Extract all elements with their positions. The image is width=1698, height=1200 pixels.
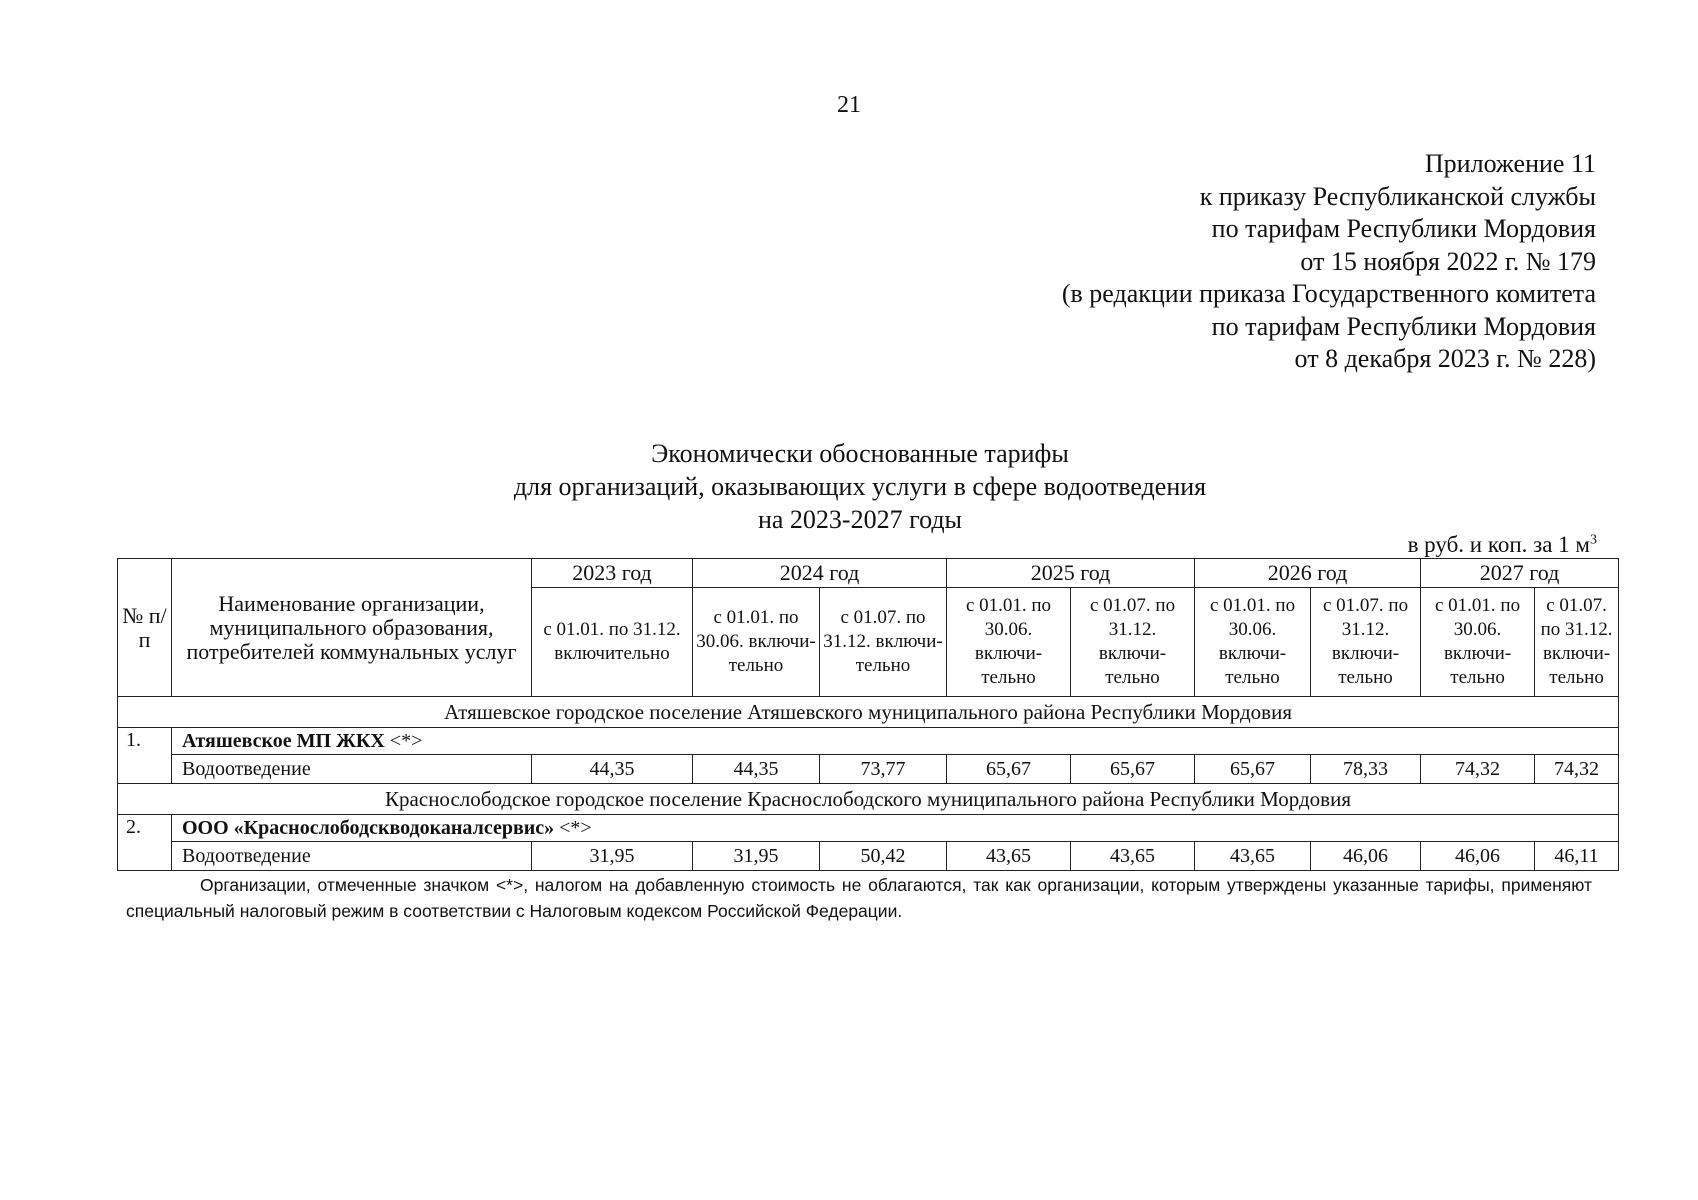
appendix-line: по тарифам Республики Мордовия [1211, 214, 1596, 243]
header-period: с 01.01. по 30.06. включи-тельно [693, 588, 820, 697]
tariff-value: 78,33 [1311, 755, 1421, 784]
header-period: с 01.07. по 31.12. включи-тельно [820, 588, 947, 697]
year-header-row [118, 559, 1619, 588]
header-period: с 01.01. по 30.06. включи-тельно [1195, 588, 1311, 697]
header-year: 2027 год [1421, 559, 1619, 588]
footnote: Организации, отмеченные значком <*>, налогом на добавленную стоимость не облагаются, так как организации, которым утверждены указанные тарифы, применяют специальный налоговый режим в соответствии с Налоговым кодексом Российской Федерации. [126, 875, 1592, 921]
region-row [118, 697, 1619, 728]
organization-name: Атяшевское МП ЖКХ <*> [172, 728, 1619, 755]
page-number: 21 [837, 92, 861, 118]
header-period: с 01.01. по 30.06. включи-тельно [947, 588, 1071, 697]
tariff-value: 74,32 [1535, 755, 1619, 784]
region-name: Атяшевское городское поселение Атяшевского муниципального района Республики Мордовия [118, 697, 1619, 728]
header-year: 2024 год [693, 559, 947, 588]
tariff-value: 46,06 [1421, 842, 1535, 871]
service-row [118, 842, 1619, 871]
tariff-value: 74,32 [1421, 755, 1535, 784]
tariff-value: 50,42 [820, 842, 947, 871]
tariff-value: 65,67 [947, 755, 1071, 784]
header-period: с 01.07. по 31.12. включи-тельно [1071, 588, 1195, 697]
tariff-value: 43,65 [947, 842, 1071, 871]
tariff-table [117, 558, 1619, 871]
tariff-value: 65,67 [1195, 755, 1311, 784]
header-number: № п/п [118, 559, 172, 697]
header-year: 2025 год [947, 559, 1195, 588]
appendix-block [1062, 148, 1596, 376]
title-line: на 2023-2027 годы [757, 505, 963, 534]
units-label: в руб. и коп. за 1 $м^3$ [1407, 532, 1597, 557]
service-row [118, 755, 1619, 784]
region-name: Краснослободское городское поселение Краснослободского муниципального района Республики Мордовия [118, 784, 1619, 815]
tariff-value: 31,95 [532, 842, 693, 871]
header-period: с 01.07. по 31.12. включи-тельно [1535, 588, 1619, 697]
tariff-value: 31,95 [693, 842, 820, 871]
header-name: Наименование организации, муниципального образования, потребителей коммунальных услуг [172, 559, 532, 697]
tariff-value: 46,06 [1311, 842, 1421, 871]
row-number: 2. [118, 815, 172, 871]
organization-name: ООО «Краснослободскводоканалсервис» <*> [172, 815, 1619, 842]
appendix-line: от 15 ноября 2022 г. № 179 [1300, 246, 1596, 276]
header-period: с 01.01. по 31.12. включительно [532, 588, 693, 697]
tariff-value: 43,65 [1195, 842, 1311, 871]
tariff-value: 44,35 [693, 755, 820, 784]
tariff-value: 73,77 [820, 755, 947, 784]
region-row [118, 784, 1619, 815]
appendix-line: (в редакции приказа Государственного комитета [1061, 279, 1596, 308]
header-period: с 01.01. по 30.06. включи-тельно [1421, 588, 1535, 697]
header-period: с 01.07. по 31.12. включи-тельно [1311, 588, 1421, 697]
title-line: Экономически обоснованные тарифы [651, 439, 1069, 468]
header-year: 2026 год [1195, 559, 1421, 588]
organization-row [118, 815, 1619, 842]
document-title [0, 437, 1698, 536]
organization-row [118, 728, 1619, 755]
tariff-value: 43,65 [1071, 842, 1195, 871]
row-number: 1. [118, 728, 172, 784]
tariff-value: 65,67 [1071, 755, 1195, 784]
service-name: Водоотведение [172, 755, 532, 784]
appendix-line: к приказу Республиканской службы [1199, 181, 1596, 211]
tariff-value: 44,35 [532, 755, 693, 784]
tariff-value: 46,11 [1535, 842, 1619, 871]
appendix-line: по тарифам Республики Мордовия [1211, 311, 1596, 341]
appendix-line: от 8 декабря 2023 г. № 228) [1294, 344, 1596, 373]
appendix-line: Приложение 11 [1424, 149, 1596, 178]
title-line: для организаций, оказывающих услуги в сфере водоотведения [513, 472, 1207, 501]
service-name: Водоотведение [172, 842, 532, 871]
header-year: 2023 год [532, 559, 693, 588]
